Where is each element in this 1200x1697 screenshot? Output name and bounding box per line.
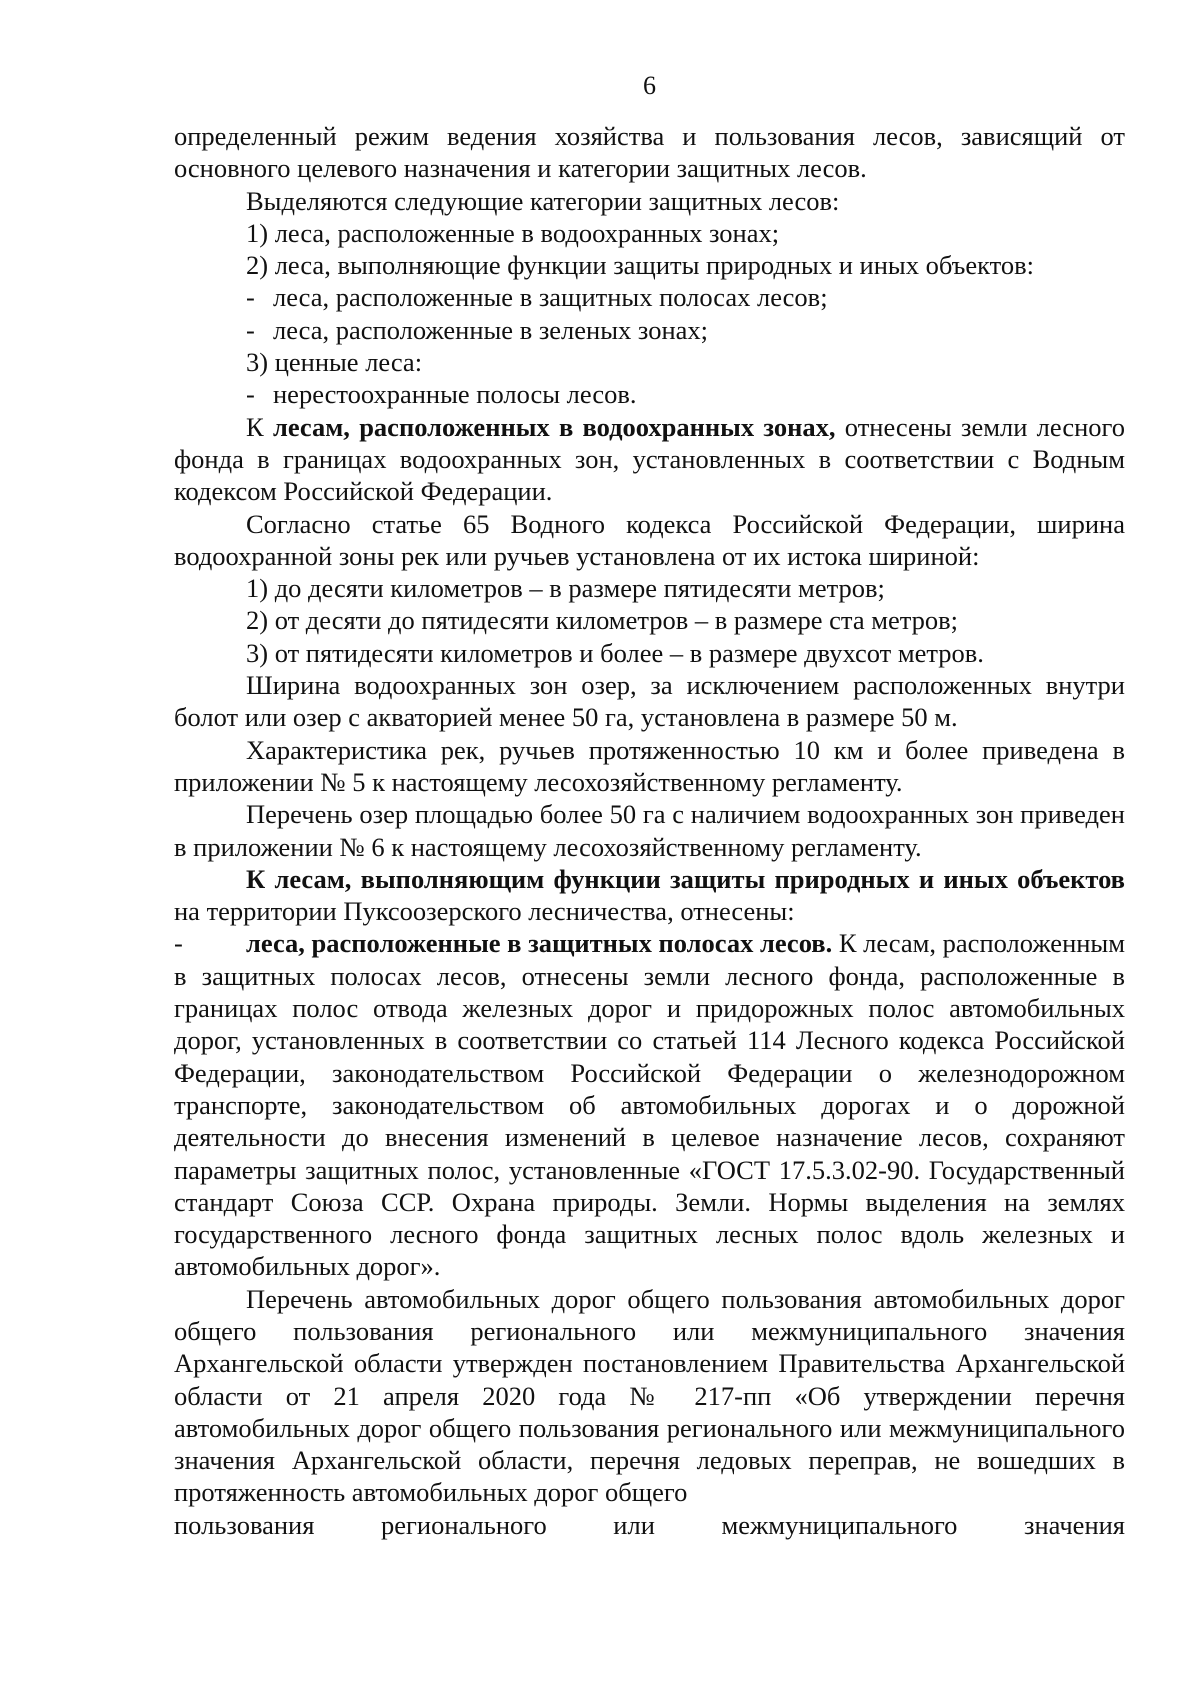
paragraph-categories-intro: Выделяются следующие категории защитных лесов: <box>246 185 840 216</box>
list-item-width-3: 3) от пятидесяти километров и более – в размере двухсот метров. <box>246 637 984 668</box>
paragraph-rivers-appendix: Характеристика рек, ручьев протяженностью 10 км и более приведена в приложении № 5 к настоящему лесохозяйственному регламенту. <box>174 734 1125 797</box>
paragraph-bold-term: К лесам, выполняющим функции защиты природных и иных объектов <box>246 863 1125 894</box>
dash-item-text: леса, расположенные в зеленых зонах; <box>273 314 709 345</box>
dash-marker: - <box>246 282 255 313</box>
document-body <box>174 120 1125 1541</box>
dash-item-text: леса, расположенные в защитных полосах лесов; <box>273 282 828 313</box>
list-item-width-2: 2) от десяти до пятидесяти километров – в размере ста метров; <box>246 605 959 636</box>
dash-marker: - <box>246 314 255 345</box>
paragraph-lakes-appendix: Перечень озер площадью более 50 га с наличием водоохранных зон приведен в приложении № 6 к настоящему лесохозяйственному регламенту. <box>174 799 1125 862</box>
paragraph-roads-list: Перечень автомобильных дорог общего пользования автомобильных дорог общего пользования регионального или межмуниципального значения Архангельской области утвержден постановлением Правительства Архангельской области от 21 апреля 2020 года № 217-пп «Об утверждении перечня автомобильных дорог общего пользования регионального или межмуниципального значения Архангельской области, перечня ледовых переправ, не вошедших в протяженность автомобильных дорог общего <box>174 1283 1125 1508</box>
paragraph-text: отнесены земли лесного фонда в границах водоохранных зон, установленных в соответствии с Водным кодексом Российской Федерации. <box>174 411 1125 507</box>
dash-marker: - <box>174 928 183 959</box>
paragraph-text: на территории Пуксоозерского лесничества, отнесены: <box>174 896 795 927</box>
page-number: 6 <box>643 71 656 100</box>
paragraph-lead: К <box>246 411 273 442</box>
list-item-category-1: 1) леса, расположенные в водоохранных зонах; <box>246 217 780 248</box>
paragraph-text: К лесам, расположенным в защитных полосах лесов, отнесены земли лесного фонда, расположенные в границах полос отвода железных дорог и придорожных полос автомобильных дорог, установленных в соответствии со статьей 114 Лесного кодекса Российской Федерации, законодательством Российской Федерации о железнодорожном транспорте, законодательством об автомобильных дорогах и о дорожной деятельности до внесения изменений в целевое назначение лесов, сохраняют параметры защитных полос, установленные «ГОСТ 17.5.3.02-90. Государственный стандарт Союза ССР. Охрана природы. Земли. Нормы выделения на землях государственного лесного фонда защитных лесных полос вдоль железных и автомобильных дорог». <box>174 928 1126 1282</box>
dash-item-text: нерестоохранные полосы лесов. <box>273 379 637 410</box>
paragraph-lake-zones: Ширина водоохранных зон озер, за исключением расположенных внутри болот или озер с акваторией менее 50 га, установлена в размере 50 м. <box>174 670 1125 733</box>
dash-marker: - <box>246 379 255 410</box>
dash-item-protective-strips <box>174 281 1125 313</box>
paragraph-protective-strips <box>174 927 1125 1282</box>
list-item-width-1: 1) до десяти километров – в размере пятидесяти метров; <box>246 573 885 604</box>
paragraph-protective-functions <box>174 863 1125 928</box>
paragraph-continuation: определенный режим ведения хозяйства и пользования лесов, зависящий от основного целевого назначения и категории защитных лесов. <box>174 121 1125 184</box>
paragraph-bold-term: леса, расположенные в защитных полосах лесов. <box>246 928 833 959</box>
paragraph-water-code-article: Согласно статье 65 Водного кодекса Российской Федерации, ширина водоохранной зоны рек или ручьев установлена от их истока шириной: <box>174 508 1125 571</box>
list-item-category-3: 3) ценные леса: <box>246 347 423 378</box>
paragraph-water-protection-zones <box>174 411 1125 508</box>
paragraph-roads-list-last-line: пользования регионального или межмуниципального значения <box>174 1509 1125 1540</box>
dash-item-spawning-strips <box>174 378 1125 410</box>
list-item-category-2: 2) леса, выполняющие функции защиты природных и иных объектов: <box>246 250 1034 281</box>
dash-item-green-zones <box>174 314 1125 346</box>
paragraph-bold-term: лесам, расположенных в водоохранных зонах, <box>272 411 836 442</box>
